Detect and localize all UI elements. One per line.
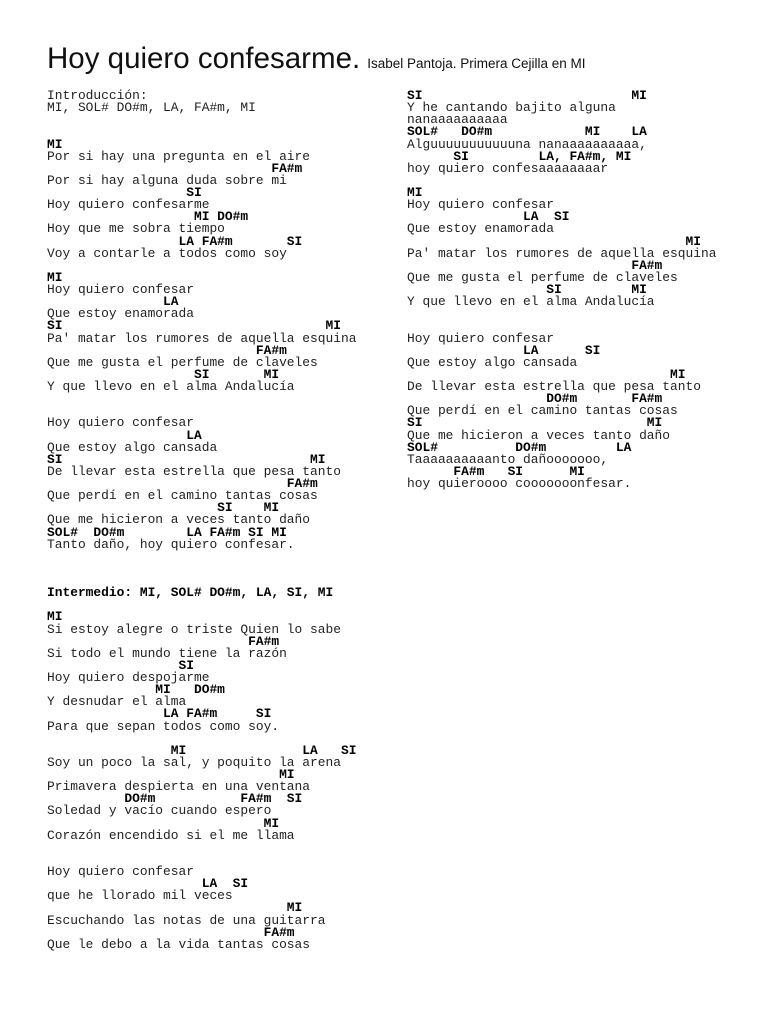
- chord-line: LA: [47, 294, 179, 310]
- chord-line: SI: [47, 185, 202, 200]
- song-title: Hoy quiero confesarme.: [47, 42, 361, 75]
- blank-line: [47, 260, 397, 272]
- chord-line: MI: [407, 366, 686, 382]
- chord-line: MI: [47, 900, 303, 916]
- blank-line: [47, 842, 397, 854]
- lyric-line: Hoy que me sobra tiempo: [47, 221, 225, 237]
- chord-line: MI: [407, 185, 423, 200]
- chord-line: SI MI: [47, 500, 280, 516]
- chord-line: SI LA, FA#m, MI: [407, 148, 632, 164]
- left-lyrics-column: [47, 90, 397, 951]
- lyric-line: Introducción:: [47, 88, 148, 103]
- chord-line: DO#m FA#m: [407, 391, 663, 407]
- lyric-line: De llevar esta estrella que pesa tanto: [47, 463, 341, 479]
- chord-line: LA FA#m SI: [47, 706, 272, 722]
- lyric-line: Por si hay una pregunta en el aire: [47, 148, 311, 164]
- lyric-line: que he llorado mil veces: [47, 888, 233, 904]
- right-lyrics-column: [407, 90, 757, 490]
- chord-line: MI: [47, 609, 63, 625]
- chord-line: FA#m: [47, 342, 287, 358]
- lyric-line: Que perdí en el camino tantas cosas: [407, 403, 678, 419]
- lyric-line: Que perdí en el camino tantas cosas: [47, 488, 318, 504]
- chord-line: MI: [47, 269, 63, 285]
- lyric-line: MI, SOL# DO#m, LA, FA#m, MI: [47, 100, 256, 116]
- lyric-line: Por si hay alguna duda sobre mi: [47, 172, 287, 188]
- lyric-line: Hoy quiero confesar: [47, 282, 194, 297]
- lyric-line: Hoy quiero confesar: [47, 864, 194, 879]
- lyric-line: Si todo el mundo tiene la razón: [47, 645, 287, 661]
- chord-line: SOL# DO#m MI LA: [407, 124, 647, 140]
- chord-line: FA#m: [47, 633, 280, 649]
- chord-line: LA SI: [47, 876, 249, 892]
- lyric-line: Taaaaaaaaaanto dañooooooo,: [407, 451, 609, 467]
- chord-line: MI LA SI: [47, 742, 357, 758]
- lyric-line: Que estoy algo cansada: [47, 439, 218, 455]
- blank-line: [47, 114, 397, 126]
- lyric-line: Que estoy enamorada: [407, 221, 554, 237]
- lyric-line: Que me hicieron a veces tanto daño: [407, 427, 671, 443]
- chord-line: SOL# DO#m LA: [407, 439, 632, 455]
- blank-line: [407, 308, 757, 320]
- chord-line: MI DO#m: [47, 209, 249, 225]
- blank-line: [47, 599, 397, 611]
- chord-line: FA#m: [407, 257, 663, 273]
- title-row: [47, 44, 586, 74]
- lyric-line: Tanto daño, hoy quiero confesar.: [47, 536, 295, 552]
- chord-line: LA SI: [407, 342, 601, 358]
- lyric-line: Soy un poco la sal, y poquito la arena: [47, 754, 341, 770]
- lyric-line: Y desnudar el alma: [47, 694, 187, 710]
- lyric-line: Hoy quiero despojarme: [47, 670, 210, 685]
- lyric-line: Pa' matar los rumores de aquella esquina: [47, 330, 357, 346]
- lyric-line: nanaaaaaaaaaa: [407, 112, 508, 128]
- blank-line: [47, 551, 397, 563]
- chord-line: FA#m: [47, 924, 295, 940]
- lyric-line: Hoy quiero confesar: [407, 197, 554, 213]
- chord-line: SOL# DO#m LA FA#m SI MI: [47, 524, 287, 540]
- lyric-line: Que me gusta el perfume de claveles: [47, 354, 318, 370]
- chord-line: FA#m: [47, 160, 303, 176]
- chord-line: SI MI: [407, 282, 647, 297]
- lyric-line: Escuchando las notas de una guitarra: [47, 912, 326, 928]
- chord-line: LA FA#m SI: [47, 233, 303, 249]
- lyric-line: Primavera despierta en una ventana: [47, 779, 311, 795]
- chord-line: MI: [407, 233, 701, 249]
- lyric-line: Hoy quiero confesar: [47, 415, 194, 431]
- chord-line: SI MI: [47, 318, 341, 334]
- blank-line: [47, 126, 397, 138]
- lyric-line: Pa' matar los rumores de aquella esquina: [407, 245, 717, 261]
- lyric-line: Voy a contarle a todos como soy: [47, 245, 287, 261]
- lyric-line: Para que sepan todos como soy.: [47, 718, 280, 734]
- chord-line: MI: [47, 136, 63, 152]
- lyric-line: Y que llevo en el alma Andalucía: [407, 294, 655, 310]
- lyric-line: Corazón encendido si el me llama: [47, 827, 295, 843]
- lyric-line: Que le debo a la vida tantas cosas: [47, 936, 311, 952]
- lyric-line: Soledad y vacío cuando espero: [47, 803, 272, 819]
- chord-line: SI MI: [407, 88, 647, 103]
- chord-line: SI MI: [47, 366, 280, 382]
- lyric-line: Y que llevo en el alma Andalucía: [47, 379, 295, 394]
- lyric-line: Hoy quiero confesarme: [47, 197, 210, 213]
- lyric-line: Que estoy algo cansada: [407, 354, 578, 370]
- chord-line: FA#m: [47, 476, 318, 491]
- song-subtitle: Isabel Pantoja. Primera Cejilla en MI: [367, 56, 586, 71]
- lyric-line: Que me hicieron a veces tanto daño: [47, 512, 311, 528]
- chord-line: SI MI: [47, 451, 326, 467]
- chord-line: MI DO#m: [47, 682, 225, 698]
- lyric-line: hoy quiero confesaaaaaaaar: [407, 160, 609, 176]
- blank-line: [47, 393, 397, 405]
- chord-line: SI MI: [407, 415, 663, 431]
- blank-line: [47, 563, 397, 575]
- lyric-line: Que me gusta el perfume de claveles: [407, 269, 678, 285]
- chord-line: MI: [47, 815, 280, 831]
- chord-line: LA SI: [407, 209, 570, 225]
- lyric-line: Y he cantando bajito alguna: [407, 100, 616, 116]
- chord-line: FA#m SI MI: [407, 463, 585, 479]
- lyric-line: Hoy quiero confesar: [407, 330, 554, 346]
- lyric-line: Que estoy enamorada: [47, 306, 194, 322]
- lyric-line: Alguuuuuuuuuuuna nanaaaaaaaaaa,: [407, 136, 647, 152]
- blank-line: [407, 175, 757, 187]
- chord-line: SI: [47, 657, 194, 673]
- lyric-line: Si estoy alegre o triste Quien lo sabe: [47, 621, 341, 637]
- section-heading: Intermedio: MI, SOL# DO#m, LA, SI, MI: [47, 585, 334, 601]
- lyric-line: hoy quieroooo cooooooonfesar.: [407, 476, 632, 491]
- chord-line: LA: [47, 427, 202, 443]
- chord-line: DO#m FA#m SI: [47, 791, 303, 807]
- chord-line: MI: [47, 767, 295, 782]
- lyric-line: De llevar esta estrella que pesa tanto: [407, 379, 701, 394]
